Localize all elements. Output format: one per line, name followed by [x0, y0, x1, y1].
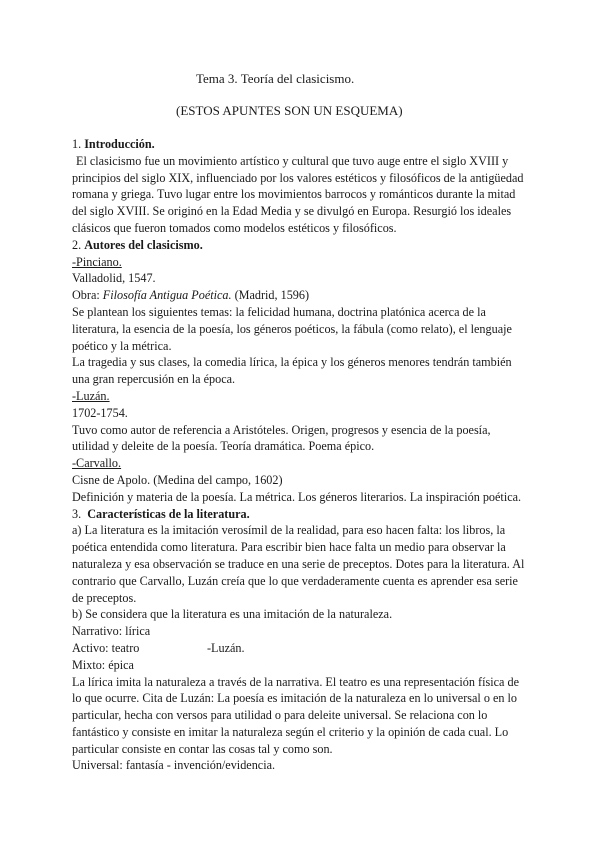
section-heading-intro: [72, 136, 542, 153]
paragraph-line: La lírica imita la naturaleza a través de la narrativa. El teatro es una representación física de: [72, 674, 519, 689]
section-title: Introducción.: [84, 137, 155, 151]
paragraph-line: romana y griega. Tuvo lugar entre los movimientos barrocos y románticos durante la mitad: [72, 187, 516, 202]
paragraph-line: Se plantean los siguientes temas: la felicidad humana, doctrina platónica acerca de la: [72, 304, 486, 319]
paragraph-line: literatura, la esencia de la poesía, los géneros poéticos, la fábula (como relato), el lenguaje: [72, 321, 512, 336]
author-name-luzan: -Luzán.: [72, 388, 110, 403]
paragraph-line: poético y la métrica.: [72, 338, 172, 353]
paragraph-line: El clasicismo fue un movimiento artístico y cultural que tuvo auge entre el siglo XVIII y: [76, 153, 509, 168]
work-title: Filosofía Antigua Poética.: [102, 288, 232, 303]
author-name-pinciano: -Pinciano.: [72, 254, 122, 269]
genre-mixto: Mixto: épica: [72, 657, 134, 672]
work-label: Obra:: [72, 288, 100, 303]
paragraph-line: de preceptos.: [72, 590, 137, 605]
paragraph-line: fantástico y consiste en imitar la naturaleza según el criterio y la opinión de cada cual. Lo: [72, 724, 509, 739]
paragraph-line: contrario que Carvallo, Luzán creía que lo que verdaderamente cuenta es aprender esa serie: [72, 573, 518, 588]
paragraph-line: particular, hecha con versos para utilidad o para deleite universal. Se relaciona con lo: [72, 708, 488, 723]
paragraph-line: Definición y materia de la poesía. La métrica. Los géneros literarios. La inspiración poética.: [72, 489, 522, 504]
work-details: (Madrid, 1596): [234, 288, 310, 303]
section-number: 1.: [72, 137, 82, 151]
paragraph-line: principios del siglo XIX, influenciado por los valores estéticos y filosóficos de la antigüedad: [72, 170, 524, 185]
paragraph-line: particular consiste en contar las cosas tal y como son.: [72, 741, 333, 756]
section-title: Características de la literatura.: [87, 506, 250, 521]
genre-activo-row: [72, 640, 542, 657]
paragraph-line: b) Se considera que la literatura es una imitación de la naturaleza.: [72, 607, 393, 622]
section-title: Autores del clasicismo.: [84, 237, 203, 252]
paragraph-line: poética entendida como literatura. Para escribir bien hace falta un medio para observar la: [72, 540, 506, 555]
paragraph-line: utilidad y deleite de la poesía. Teoría dramática. Poema épico.: [72, 439, 375, 454]
author-place-year: Valladolid, 1547.: [72, 271, 156, 286]
genre-activo: Activo: teatro: [72, 640, 140, 655]
author-work: Cisne de Apolo. (Medina del campo, 1602): [72, 472, 283, 487]
paragraph-line: Universal: fantasía - invención/evidencia.: [72, 758, 276, 773]
paragraph-line: La tragedia y sus clases, la comedia lírica, la épica y los géneros menores tendrán también: [72, 355, 512, 370]
paragraph-line: lo que ocurre. Cita de Luzán: La poesía es imitación de la naturaleza en lo universal o en lo: [72, 691, 518, 706]
page-title: Tema 3. Teoría del clasicismo.: [196, 71, 355, 86]
author-years: 1702-1754.: [72, 405, 128, 420]
document-body: [72, 136, 542, 774]
section-heading-characteristics: [72, 506, 542, 523]
author-work: [72, 287, 542, 304]
paragraph-line: naturaleza y esa observación se traduce en una serie de preceptos. Dotes para la literatura. Al: [72, 556, 525, 571]
page-subtitle: (ESTOS APUNTES SON UN ESQUEMA): [176, 103, 403, 118]
paragraph-line: una gran repercusión en la época.: [72, 372, 236, 387]
paragraph-line: Tuvo como autor de referencia a Aristóteles. Origen, progresos y esencia de la poesía,: [72, 422, 491, 437]
genre-activo-note: -Luzán.: [207, 640, 245, 655]
section-heading-authors: [72, 237, 542, 254]
paragraph-line: clásicos que fueron tomados como modelos estéticos y filosóficos.: [72, 220, 397, 235]
author-name-carvallo: -Carvallo.: [72, 456, 122, 471]
genre-narrativo: Narrativo: lírica: [72, 624, 151, 639]
paragraph-line: a) La literatura es la imitación verosímil de la realidad, para eso hacen falta: los libros, la: [72, 523, 506, 538]
section-number: 2.: [72, 237, 82, 252]
section-number: 3.: [72, 506, 82, 521]
paragraph-line: del siglo XVIII. Se originó en la Edad Media y se divulgó en Europa. Resurgió los ideales: [72, 204, 512, 219]
